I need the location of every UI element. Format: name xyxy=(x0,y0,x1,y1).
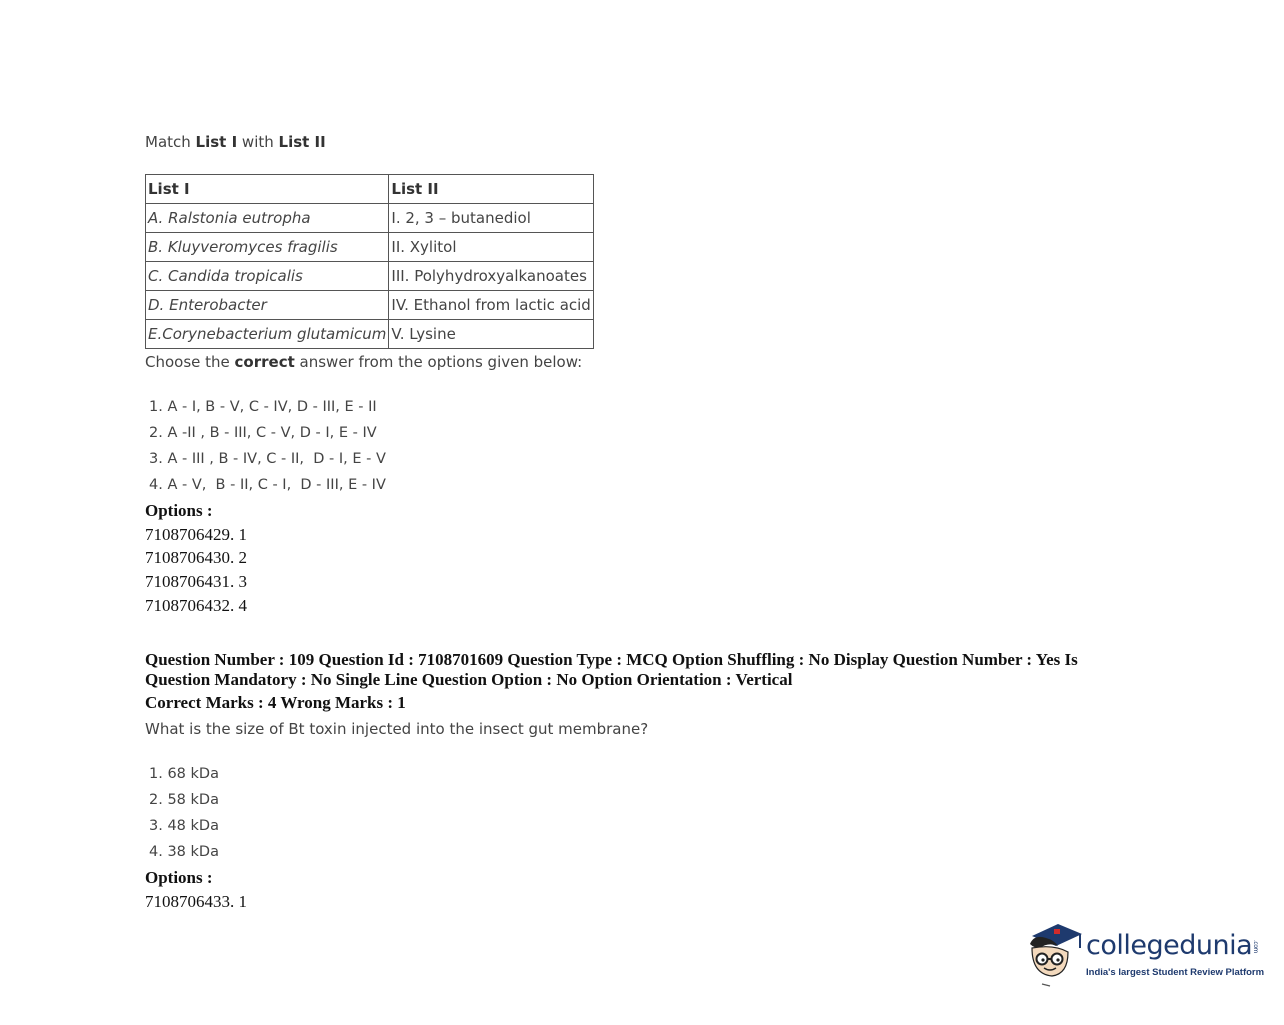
logo-suffix: .com xyxy=(1252,940,1260,953)
answer-list xyxy=(149,761,219,865)
table-cell: III. Polyhydroxyalkanoates xyxy=(389,262,593,291)
options-header: Options : xyxy=(145,501,213,520)
option-id: 7108706433. 1 xyxy=(145,891,247,911)
intro-list1: List I xyxy=(195,133,238,151)
logo-name: collegedunia xyxy=(1086,930,1253,961)
match-table xyxy=(145,174,594,349)
table-header-row xyxy=(146,175,594,204)
answer-item: 2. 58 kDa xyxy=(149,792,219,808)
option-id: 7108706429. 1 xyxy=(145,524,247,544)
answer-list xyxy=(149,394,386,498)
table-row xyxy=(146,204,594,233)
question-marks: Correct Marks : 4 Wrong Marks : 1 xyxy=(145,693,406,712)
logo-wordmark xyxy=(1086,930,1259,961)
table-row xyxy=(146,291,594,320)
question-text: What is the size of Bt toxin injected into the insect gut membrane? xyxy=(145,720,649,738)
answer-item: 1. 68 kDa xyxy=(149,766,219,782)
options-header: Options : xyxy=(145,868,213,887)
table-cell: I. 2, 3 – butanediol xyxy=(389,204,593,233)
options-block xyxy=(145,499,247,618)
option-id: 7108706432. 4 xyxy=(145,595,247,615)
table-row xyxy=(146,262,594,291)
choose-suffix: answer from the options given below: xyxy=(294,353,583,371)
answer-item: 2. A -II , B - III, C - V, D - I, E - IV xyxy=(149,425,377,441)
choose-instruction xyxy=(145,353,582,371)
answer-item: 4. 38 kDa xyxy=(149,844,219,860)
choose-bold: correct xyxy=(234,353,295,371)
table-cell: IV. Ethanol from lactic acid xyxy=(389,291,593,320)
table-cell: V. Lysine xyxy=(389,320,593,349)
table-header-list1: List I xyxy=(146,175,389,204)
option-id: 7108706431. 3 xyxy=(145,572,247,592)
logo-tagline: India's largest Student Review Platform xyxy=(1086,967,1265,978)
choose-prefix: Choose the xyxy=(145,353,235,371)
option-id: 7108706430. 2 xyxy=(145,548,247,568)
table-cell: C. Candida tropicalis xyxy=(146,262,389,291)
table-header-list2: List II xyxy=(389,175,593,204)
table-row xyxy=(146,320,594,349)
table-cell: E.Corynebacterium glutamicum xyxy=(146,320,389,349)
question-meta: Question Number : 109 Question Id : 7108701609 Question Type : MCQ Option Shuffling : No Display Question Number : Yes Is Question Mandatory : No Single Line Question Option : No Option Orientation : Vertical xyxy=(145,650,1078,689)
answer-item: 3. 48 kDa xyxy=(149,818,219,834)
mascot-icon xyxy=(1024,918,1084,988)
answer-item: 3. A - III , B - IV, C - II, D - I, E - V xyxy=(149,451,386,467)
collegedunia-logo xyxy=(1024,918,1264,990)
table-cell: D. Enterobacter xyxy=(146,291,389,320)
table-cell: B. Kluyveromyces fragilis xyxy=(146,233,389,262)
table-cell: A. Ralstonia eutropha xyxy=(146,204,389,233)
intro-mid: with xyxy=(237,133,279,151)
intro-prefix: Match xyxy=(145,133,196,151)
intro-list2: List II xyxy=(278,133,326,151)
answer-item: 1. A - I, B - V, C - IV, D - III, E - II xyxy=(149,399,377,415)
table-cell: II. Xylitol xyxy=(389,233,593,262)
question-intro xyxy=(145,133,326,151)
answer-item: 4. A - V, B - II, C - I, D - III, E - IV xyxy=(149,477,386,493)
table-row xyxy=(146,233,594,262)
options-block xyxy=(145,866,247,913)
